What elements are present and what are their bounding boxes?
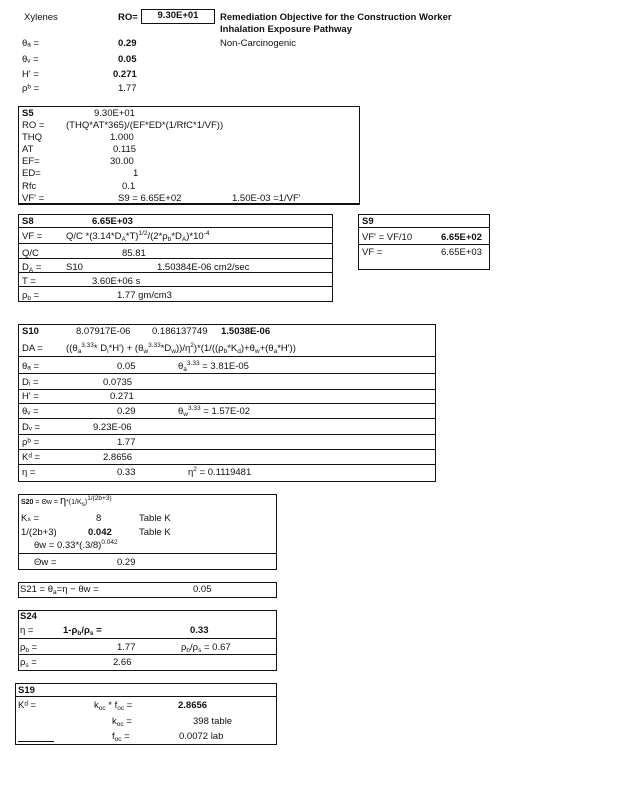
s8-vf-label: VF = xyxy=(22,231,43,242)
s10-val3: 1.5038E-06 xyxy=(221,326,271,337)
s10-da-formula: (($\theta_a^{3.33}*$ $D_i*H') + (\theta_w^{3.33}*D_w))/\eta^2)*(1/((\rho_b*K_d)+\theta_w+(\theta_a*H'))$ xyxy=(66,342,296,355)
s9-row1-value: 6.65E+02 xyxy=(441,232,482,243)
s10-row-rule xyxy=(18,403,436,404)
title-line-1: Remediation Objective for the Construction Worker xyxy=(220,12,452,23)
s10-row-label: Dᵥ = xyxy=(22,422,41,433)
param-value-h: 0.271 xyxy=(113,69,137,80)
s10-title: S10 xyxy=(22,326,39,337)
s5-row-value: 1 xyxy=(133,168,139,179)
s10-val1: 8.07917E-06 xyxy=(76,326,131,337)
s20-b-note: Table K xyxy=(139,527,171,538)
s20-thw-eq: $\theta w = 0.33*(.3/8)^{0.042}$ xyxy=(34,539,118,551)
s19-box xyxy=(15,683,277,745)
s5-title: S5 xyxy=(22,108,34,119)
s8-row-rule xyxy=(18,258,333,259)
s8-vf-formula: Q/C $*(3.14*D_A*T)^{1/2}/(2*\rho_b*D_A)*10^{-4}$ xyxy=(66,230,210,243)
s8-t-label: T = xyxy=(22,276,36,287)
s9-row-rule xyxy=(358,244,490,245)
s10-row-rule xyxy=(18,356,436,357)
s5-row-label: ED= xyxy=(22,168,41,179)
s10-row-label: θₐ = xyxy=(22,361,40,372)
s5-row-value: 0.1 xyxy=(122,181,136,192)
s20-thw-label: Θw = xyxy=(34,557,57,568)
s19-foc-value: 0.0072 lab xyxy=(179,731,224,742)
s5-row-label: AT xyxy=(22,144,34,155)
s19-title-rule xyxy=(15,696,277,697)
s10-row-label: Dᵢ = xyxy=(22,377,39,388)
s24-title: S24 xyxy=(20,611,37,622)
s5-divider xyxy=(18,203,360,204)
s10-row-rule xyxy=(18,464,436,465)
s8-t-value: 3.60E+06 s xyxy=(92,276,141,287)
s19-kd-label: Kᵈ = xyxy=(18,700,37,711)
s19-kd-value: 2.8656 xyxy=(178,700,208,711)
s24-rhob-value: 1.77 xyxy=(117,642,136,653)
s10-row-label: Kᵈ = xyxy=(22,452,41,463)
s8-da-label: $D_A$ = xyxy=(22,262,42,274)
s10-row-value: 0.05 xyxy=(117,361,136,372)
s20-thw-value: 0.29 xyxy=(117,557,136,568)
s10-row-value: 0.33 xyxy=(117,467,136,478)
s24-eta-formula: $1-\rho_b/\rho_s$ = xyxy=(63,625,102,637)
s10-side1: $\theta_a^{3.33} = 3.81E-05$ xyxy=(178,360,249,373)
s19-title: S19 xyxy=(18,685,35,696)
s10-row-value: 0.0735 xyxy=(103,377,133,388)
ro-value: 9.30E+01 xyxy=(157,10,199,21)
s10-row-rule xyxy=(18,449,436,450)
s24-row-rule xyxy=(18,654,277,655)
s9-row1-label: VF' = VF/10 xyxy=(362,232,413,243)
param-value-theta-w: 0.05 xyxy=(118,54,137,65)
s5-row-value: 30.00 xyxy=(110,156,134,167)
s8-rho-label: $\rho_b$ = xyxy=(22,290,40,302)
s10-val2: 0.186137749 xyxy=(152,326,208,337)
ro-value-cell[interactable] xyxy=(141,9,215,24)
s10-row-value: 0.29 xyxy=(117,406,136,417)
s24-eta-value: 0.33 xyxy=(190,625,209,636)
s10-row-rule xyxy=(18,418,436,419)
s24-eta-label: η = xyxy=(20,625,34,636)
ro-label: RO= xyxy=(118,12,138,23)
s20-ks-label: Kₛ = xyxy=(21,513,40,524)
s9-title: S9 xyxy=(362,216,374,227)
s10-row-label: H' = xyxy=(22,391,39,402)
s19-kd-formula: $k_{oc} * f_{oc}$ = xyxy=(94,700,133,712)
param-label-theta-a: θₐ = xyxy=(22,38,40,49)
s5-ro-label: RO = xyxy=(22,120,45,131)
s8-value: 6.65E+03 xyxy=(92,216,133,227)
s8-row-rule xyxy=(18,286,333,287)
s9-title-rule xyxy=(358,227,490,228)
s10-row-label: θᵥ = xyxy=(22,406,39,417)
s8-qc-value: 85.81 xyxy=(122,248,146,259)
s10-da-label: DA = xyxy=(22,343,43,354)
s21-value: 0.05 xyxy=(193,584,212,595)
s19-bottom-rule xyxy=(18,741,54,742)
s10-row-rule xyxy=(18,373,436,374)
title-line-2: Inhalation Exposure Pathway xyxy=(220,24,352,35)
s5-vf-label: VF' = xyxy=(22,193,45,204)
s8-da-mid: S10 xyxy=(66,262,83,273)
s24-rhos-label: $\rho_s$ = xyxy=(20,657,37,669)
s5-vf-middle: S9 = 6.65E+02 xyxy=(118,193,182,204)
s5-value: 9.30E+01 xyxy=(94,108,135,119)
s19-foc-label: $f_{oc}$ = xyxy=(112,731,130,743)
title-line-3: Non-Carcinogenic xyxy=(220,38,297,49)
s9-row2-label: VF = xyxy=(362,247,383,258)
s19-koc-label: $k_{oc}$ = xyxy=(112,716,132,728)
s10-row-value: 1.77 xyxy=(117,437,136,448)
s24-rhos-value: 2.66 xyxy=(113,657,132,668)
s20-b-label: 1/(2b+3) xyxy=(21,527,57,538)
s20-header: $S20 = \Theta w = \eta*(1/K_s)^{1/(2b+3)}$ xyxy=(21,495,112,508)
s24-ratio: $\rho_b/\rho_s = 0.67$ xyxy=(181,642,231,654)
s8-qc-label: Q/C xyxy=(22,248,39,259)
s19-koc-value: 398 table xyxy=(193,716,233,727)
s5-vf-right: 1.50E-03 =1/VF' xyxy=(232,193,301,204)
s5-row-label: Rfc xyxy=(22,181,37,192)
s24-rhob-label: $\rho_b$ = xyxy=(20,642,38,654)
s21-formula: $S21 = \theta_a=\eta - \theta w$ = xyxy=(20,584,99,596)
s24-row-rule xyxy=(18,638,277,639)
param-label-h: H' = xyxy=(22,69,39,80)
param-label-rho: ρᵇ = xyxy=(22,83,40,94)
s10-row-label: η = xyxy=(22,467,36,478)
s20-ks-note: Table K xyxy=(139,513,171,524)
s20-b-value: 0.042 xyxy=(88,527,112,538)
s5-row-label: THQ xyxy=(22,132,43,143)
s10-row-value: 2.8656 xyxy=(103,452,133,463)
s10-side2: $\theta_w^{3.33} = 1.57E-02$ xyxy=(178,405,251,418)
s24-box xyxy=(18,610,277,671)
param-label-theta-w: θᵥ = xyxy=(22,54,39,65)
s10-row-value: 0.271 xyxy=(110,391,134,402)
s5-ro-formula: (THQ*AT*365)/(EF*ED*(1/RfC*1/VF)) xyxy=(66,120,224,131)
s8-title-rule xyxy=(18,227,333,228)
s10-side3: $\eta^2 = 0.1119481$ xyxy=(188,466,252,478)
s8-title: S8 xyxy=(22,216,34,227)
s10-row-label: ρᵇ = xyxy=(22,437,40,448)
s10-row-rule xyxy=(18,434,436,435)
s8-row-rule xyxy=(18,272,333,273)
s10-row-value: 9.23E-06 xyxy=(93,422,132,433)
s5-row-label: EF= xyxy=(22,156,40,167)
s5-row-value: 0.115 xyxy=(113,144,137,155)
s5-row-value: 1.000 xyxy=(110,132,134,143)
s20-ks-value: 8 xyxy=(96,513,102,524)
s9-row2-value: 6.65E+03 xyxy=(441,247,482,258)
param-value-rho: 1.77 xyxy=(118,83,137,94)
s20-row-rule xyxy=(18,553,277,554)
s8-row-rule xyxy=(18,243,333,244)
chemical-name: Xylenes xyxy=(24,12,58,23)
s10-row-rule xyxy=(18,389,436,390)
s8-rho-value: 1.77 gm/cm3 xyxy=(117,290,172,301)
s8-da-value: 1.50384E-06 cm2/sec xyxy=(157,262,250,273)
param-value-theta-a: 0.29 xyxy=(118,38,137,49)
